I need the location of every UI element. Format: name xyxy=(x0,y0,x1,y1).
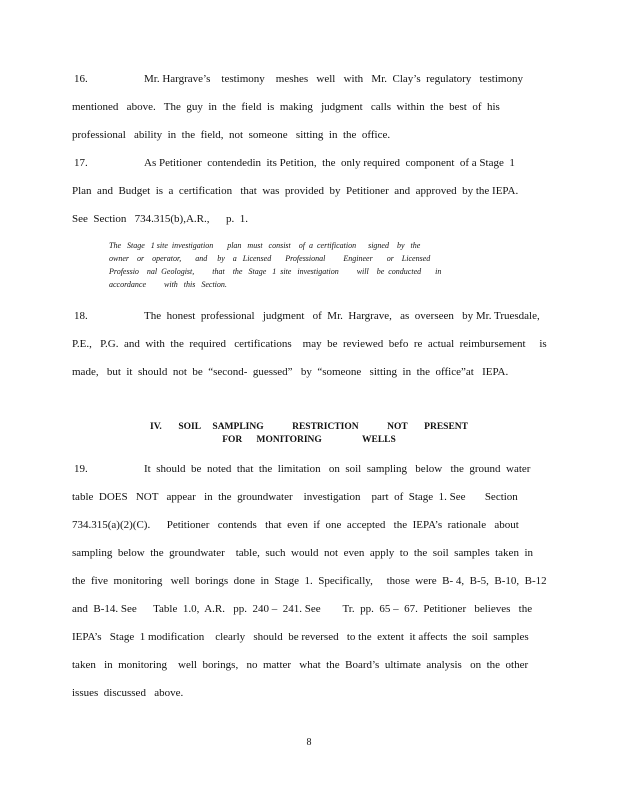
paragraph-19-number: 19. xyxy=(74,463,88,475)
paragraph-16-number: 16. xyxy=(74,73,88,85)
paragraph-19-line-7: IEPA’s Stage 1 modification clearly should be reversed to the extent it affects the soil samples xyxy=(72,631,529,643)
paragraph-18-number: 18. xyxy=(74,310,88,322)
block-quote-line-3: Professio nal Geologist, that the Stage 1 site investigation will be conducted in xyxy=(109,267,442,276)
paragraph-19-line-4: sampling below the groundwater table, such would not even apply to the soil samples taken in xyxy=(72,547,533,559)
paragraph-19-line-3: 734.315(a)(2)(C). Petitioner contends that even if one accepted the IEPA’s rationale about xyxy=(72,519,519,531)
block-quote-line-1: The Stage 1 site investigation plan must consist of a certification signed by the xyxy=(109,241,421,250)
paragraph-19-line-2: table DOES NOT appear in the groundwater investigation part of Stage 1. See Section xyxy=(72,491,518,503)
paragraph-17-line-2: Plan and Budget is a certification that was provided by Petitioner and approved by the IEPA. xyxy=(72,185,519,197)
paragraph-19-line-8: taken in monitoring well borings, no matter what the Board’s ultimate analysis on the other xyxy=(72,659,529,671)
paragraph-18-line-1: 18. The honest professional judgment of Mr. Hargrave, as overseen by Mr. Truesdale, xyxy=(74,310,540,322)
block-quote-line-2: owner or operator, and by a Licensed Professional Engineer or Licensed xyxy=(109,254,431,263)
paragraph-17-line-3: See Section 734.315(b),A.R., p. 1. xyxy=(72,213,248,225)
page-number: 8 xyxy=(306,737,312,748)
paragraph-16-line-1: 16. Mr. Hargrave’s testimony meshes well with Mr. Clay’s regulatory testimony xyxy=(74,73,523,85)
paragraph-19-line-6: and B-14. See Table 1.0, A.R. pp. 240 – 241. See Tr. pp. 65 – 67. Petitioner believes the xyxy=(72,603,533,615)
paragraph-17-number: 17. xyxy=(74,157,88,169)
paragraph-18-line-2: P.E., P.G. and with the required certifications may be reviewed befo re actual reimbursement is xyxy=(72,338,547,350)
section-heading-line-2: FOR MONITORING WELLS xyxy=(222,435,396,445)
paragraph-19-line-1: 19. It should be noted that the limitation on soil sampling below the ground water xyxy=(74,463,531,475)
paragraph-19-line-5: the five monitoring well borings done in Stage 1. Specifically, those were B- 4, B-5, B-10, B-12 xyxy=(72,575,547,587)
paragraph-17-line-1: 17. As Petitioner contendedin its Petition, the only required component of a Stage 1 xyxy=(74,157,515,169)
block-quote-line-4: accordance with this Section. xyxy=(109,280,227,289)
section-heading-line-1: IV. SOIL SAMPLING RESTRICTION NOT PRESENT xyxy=(150,422,468,432)
paragraph-16-line-2: mentioned above. The guy in the field is making judgment calls within the best of his xyxy=(72,101,500,113)
paragraph-16-line-3: professional ability in the field, not someone sitting in the office. xyxy=(72,129,391,141)
paragraph-18-line-3: made, but it should not be “second- guessed” by “someone sitting in the office”at IEPA. xyxy=(72,366,509,378)
paragraph-19-line-9: issues discussed above. xyxy=(72,687,184,699)
